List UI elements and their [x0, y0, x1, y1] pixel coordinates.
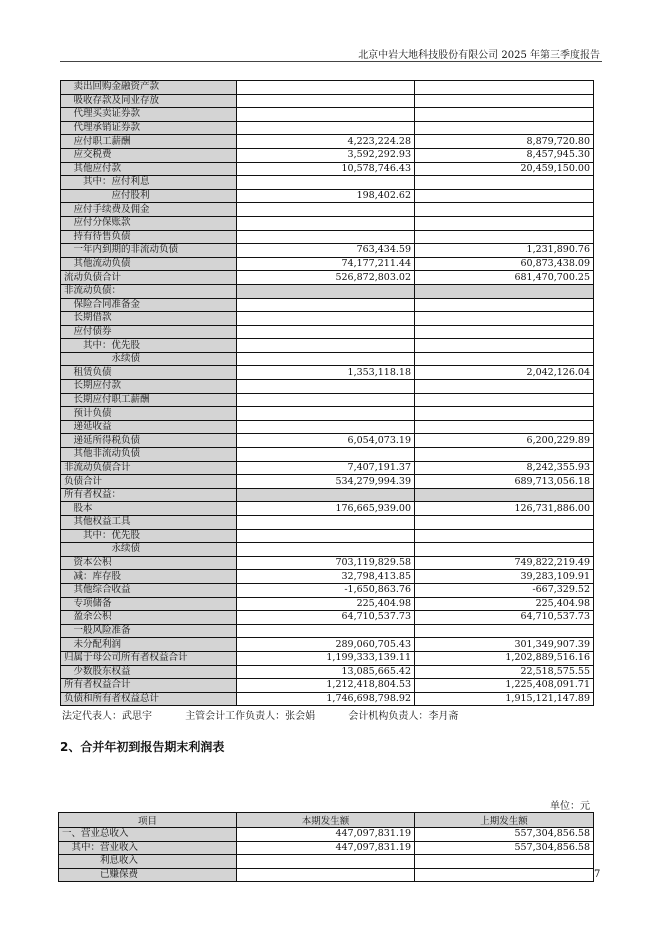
table-row	[61, 583, 594, 597]
row-label: 代理买卖证券款	[61, 108, 237, 122]
table-row	[61, 189, 594, 203]
table-row	[61, 638, 594, 652]
table-row	[61, 339, 594, 353]
current-value	[237, 529, 415, 543]
current-value	[237, 203, 415, 217]
current-value	[237, 488, 415, 502]
row-label: 归属于母公司所有者权益合计	[61, 651, 237, 665]
row-label: 股本	[61, 502, 237, 516]
current-value: 703,119,829.58	[237, 556, 415, 570]
current-value	[237, 108, 415, 122]
row-label: 已赚保费	[59, 868, 237, 882]
current-value: 1,199,333,139.11	[237, 651, 415, 665]
row-label: 递延收益	[61, 420, 237, 434]
row-label: 保险合同准备金	[61, 298, 237, 312]
table-row	[61, 434, 594, 448]
row-label: 其他权益工具	[61, 516, 237, 530]
prior-value	[415, 488, 594, 502]
prior-value: 64,710,537.73	[415, 611, 594, 625]
table-row	[61, 651, 594, 665]
row-label: 长期应付职工薪酬	[61, 393, 237, 407]
table-row	[61, 488, 594, 502]
row-label: 利息收入	[59, 855, 237, 869]
section-title: 2、合并年初到报告期末利润表	[60, 740, 225, 754]
prior-value	[415, 94, 594, 108]
row-label: 永续债	[61, 543, 237, 557]
current-value	[237, 407, 415, 421]
row-label: 应付职工薪酬	[61, 135, 237, 149]
current-value: 13,085,665.42	[237, 665, 415, 679]
current-value	[237, 855, 415, 869]
table-row	[61, 624, 594, 638]
prior-value	[415, 325, 594, 339]
prior-value: 689,713,056.18	[415, 475, 594, 489]
accounting-supervisor: 主管会计工作负责人：张会娟	[185, 711, 316, 722]
table-row	[61, 94, 594, 108]
table-row	[59, 855, 594, 869]
prior-value	[415, 420, 594, 434]
row-label: 其中：应付利息	[61, 176, 237, 190]
table-row	[61, 529, 594, 543]
prior-value: 6,200,229.89	[415, 434, 594, 448]
table-row	[61, 475, 594, 489]
row-label: 负债和所有者权益总计	[61, 692, 237, 706]
table-row	[61, 448, 594, 462]
prior-value	[415, 81, 594, 95]
table-row	[61, 407, 594, 421]
prior-value	[415, 298, 594, 312]
current-value	[237, 312, 415, 326]
table-row	[59, 828, 594, 842]
prior-value	[415, 448, 594, 462]
current-value: 6,054,073.19	[237, 434, 415, 448]
prior-value	[415, 339, 594, 353]
prior-value: 8,457,945.30	[415, 148, 594, 162]
row-label: 其他非流动负债	[61, 448, 237, 462]
prior-value	[415, 189, 594, 203]
current-value	[237, 284, 415, 298]
current-value	[237, 624, 415, 638]
current-value	[237, 393, 415, 407]
row-label: 预计负债	[61, 407, 237, 421]
prior-value	[415, 380, 594, 394]
table-row	[61, 325, 594, 339]
prior-value	[415, 108, 594, 122]
prior-value	[415, 516, 594, 530]
table-row	[61, 366, 594, 380]
current-value: 64,710,537.73	[237, 611, 415, 625]
prior-value: 301,349,907.39	[415, 638, 594, 652]
table-row	[61, 216, 594, 230]
prior-value	[415, 529, 594, 543]
current-value: 534,279,994.39	[237, 475, 415, 489]
row-label: 应付股利	[61, 189, 237, 203]
table-row	[61, 692, 594, 706]
prior-value: 1,231,890.76	[415, 244, 594, 258]
current-value: 447,097,831.19	[237, 828, 415, 842]
current-value	[237, 216, 415, 230]
prior-value	[415, 284, 594, 298]
header-current: 本期发生额	[237, 813, 415, 828]
row-label: 所有者权益：	[61, 488, 237, 502]
prior-value: 681,470,700.25	[415, 271, 594, 285]
unit-label: 单位：元	[550, 801, 590, 812]
table-row	[61, 420, 594, 434]
row-label: 未分配利润	[61, 638, 237, 652]
prior-value: 60,873,438.09	[415, 257, 594, 271]
prior-value	[415, 352, 594, 366]
row-label: 其中：营业收入	[59, 841, 237, 855]
prior-value: 2,042,126.04	[415, 366, 594, 380]
row-label: 所有者权益合计	[61, 679, 237, 693]
prior-value: 22,518,575.55	[415, 665, 594, 679]
prior-value: 225,404.98	[415, 597, 594, 611]
legal-representative: 法定代表人：武思宇	[62, 711, 152, 722]
row-label: 应交税费	[61, 148, 237, 162]
row-label: 代理承销证券款	[61, 121, 237, 135]
row-label: 少数股东权益	[61, 665, 237, 679]
row-label: 持有待售负债	[61, 230, 237, 244]
row-label: 专项储备	[61, 597, 237, 611]
row-label: 其他综合收益	[61, 583, 237, 597]
header-prior: 上期发生额	[415, 813, 594, 828]
current-value: 447,097,831.19	[237, 841, 415, 855]
prior-value: 1,915,121,147.89	[415, 692, 594, 706]
current-value: 1,353,118.18	[237, 366, 415, 380]
current-value	[237, 420, 415, 434]
current-value: 176,665,939.00	[237, 502, 415, 516]
prior-value: 557,304,856.58	[415, 841, 594, 855]
current-value: 225,404.98	[237, 597, 415, 611]
prior-value	[415, 230, 594, 244]
current-value: -1,650,863.76	[237, 583, 415, 597]
table-row	[61, 543, 594, 557]
table-row	[61, 271, 594, 285]
current-value: 289,060,705.43	[237, 638, 415, 652]
table-row	[61, 176, 594, 190]
table-row	[61, 298, 594, 312]
prior-value	[415, 393, 594, 407]
current-value	[237, 121, 415, 135]
table-row	[61, 570, 594, 584]
prior-value	[415, 312, 594, 326]
current-value: 763,434.59	[237, 244, 415, 258]
current-value	[237, 448, 415, 462]
row-label: 长期借款	[61, 312, 237, 326]
row-label: 负债合计	[61, 475, 237, 489]
prior-value: 20,459,150.00	[415, 162, 594, 176]
row-label: 递延所得税负债	[61, 434, 237, 448]
table-row	[61, 679, 594, 693]
current-value: 1,212,418,804.53	[237, 679, 415, 693]
signatures	[62, 707, 488, 722]
row-label: 应付手续费及佣金	[61, 203, 237, 217]
table-row	[61, 516, 594, 530]
prior-value	[415, 216, 594, 230]
current-value	[237, 325, 415, 339]
current-value: 10,578,746.43	[237, 162, 415, 176]
table-row	[61, 135, 594, 149]
page-number: 7	[594, 869, 601, 880]
table-row	[61, 121, 594, 135]
current-value	[237, 543, 415, 557]
current-value	[237, 298, 415, 312]
prior-value	[415, 203, 594, 217]
row-label: 租赁负债	[61, 366, 237, 380]
current-value: 7,407,191.37	[237, 461, 415, 475]
accounting-head: 会计机构负责人：李月斋	[348, 711, 459, 722]
current-value: 74,177,211.44	[237, 257, 415, 271]
table-row	[61, 284, 594, 298]
table-row	[61, 665, 594, 679]
table-row	[61, 380, 594, 394]
row-label: 其中：优先股	[61, 529, 237, 543]
table-row	[59, 841, 594, 855]
prior-value	[415, 121, 594, 135]
row-label: 应付债券	[61, 325, 237, 339]
prior-value: 39,283,109.91	[415, 570, 594, 584]
prior-value: 126,731,886.00	[415, 502, 594, 516]
row-label: 一、营业总收入	[59, 828, 237, 842]
current-value: 4,223,224.28	[237, 135, 415, 149]
current-value: 32,798,413.85	[237, 570, 415, 584]
prior-value: 1,202,889,516.16	[415, 651, 594, 665]
current-value: 526,872,803.02	[237, 271, 415, 285]
prior-value: 8,879,720.80	[415, 135, 594, 149]
prior-value: 749,822,219.49	[415, 556, 594, 570]
prior-value: 1,225,408,091.71	[415, 679, 594, 693]
prior-value: 557,304,856.58	[415, 828, 594, 842]
current-value	[237, 81, 415, 95]
balance-sheet-table	[60, 80, 594, 706]
row-label: 一般风险准备	[61, 624, 237, 638]
current-value: 3,592,292.93	[237, 148, 415, 162]
row-label: 应付分保账款	[61, 216, 237, 230]
row-label: 减：库存股	[61, 570, 237, 584]
prior-value	[415, 868, 594, 882]
table-row	[61, 556, 594, 570]
row-label: 永续债	[61, 352, 237, 366]
table-header-row	[59, 813, 594, 828]
current-value	[237, 380, 415, 394]
current-value	[237, 230, 415, 244]
page-header: 北京中岩大地科技股份有限公司 2025 年第三季度报告	[358, 50, 600, 61]
row-label: 长期应付款	[61, 380, 237, 394]
table-row	[61, 611, 594, 625]
table-row	[61, 461, 594, 475]
prior-value	[415, 855, 594, 869]
table-row	[61, 203, 594, 217]
current-value	[237, 94, 415, 108]
row-label: 其中：优先股	[61, 339, 237, 353]
row-label: 流动负债合计	[61, 271, 237, 285]
table-row	[61, 244, 594, 258]
table-row	[61, 162, 594, 176]
header-divider	[60, 61, 602, 62]
prior-value	[415, 407, 594, 421]
table-row	[59, 868, 594, 882]
table-row	[61, 230, 594, 244]
table-row	[61, 108, 594, 122]
current-value	[237, 339, 415, 353]
current-value: 1,746,698,798.92	[237, 692, 415, 706]
table-row	[61, 597, 594, 611]
table-row	[61, 502, 594, 516]
row-label: 吸收存款及同业存放	[61, 94, 237, 108]
table-row	[61, 312, 594, 326]
prior-value	[415, 176, 594, 190]
prior-value: -667,329.52	[415, 583, 594, 597]
prior-value: 8,242,355.93	[415, 461, 594, 475]
current-value	[237, 868, 415, 882]
prior-value	[415, 624, 594, 638]
table-row	[61, 257, 594, 271]
table-row	[61, 148, 594, 162]
table-row	[61, 393, 594, 407]
row-label: 盈余公积	[61, 611, 237, 625]
current-value	[237, 352, 415, 366]
current-value	[237, 516, 415, 530]
row-label: 非流动负债：	[61, 284, 237, 298]
header-item: 项目	[59, 813, 237, 828]
prior-value	[415, 543, 594, 557]
row-label: 一年内到期的非流动负债	[61, 244, 237, 258]
row-label: 非流动负债合计	[61, 461, 237, 475]
row-label: 其他应付款	[61, 162, 237, 176]
current-value	[237, 176, 415, 190]
table-row	[61, 352, 594, 366]
row-label: 其他流动负债	[61, 257, 237, 271]
income-statement-table	[58, 812, 594, 882]
table-row	[61, 81, 594, 95]
current-value: 198,402.62	[237, 189, 415, 203]
row-label: 卖出回购金融资产款	[61, 81, 237, 95]
row-label: 资本公积	[61, 556, 237, 570]
